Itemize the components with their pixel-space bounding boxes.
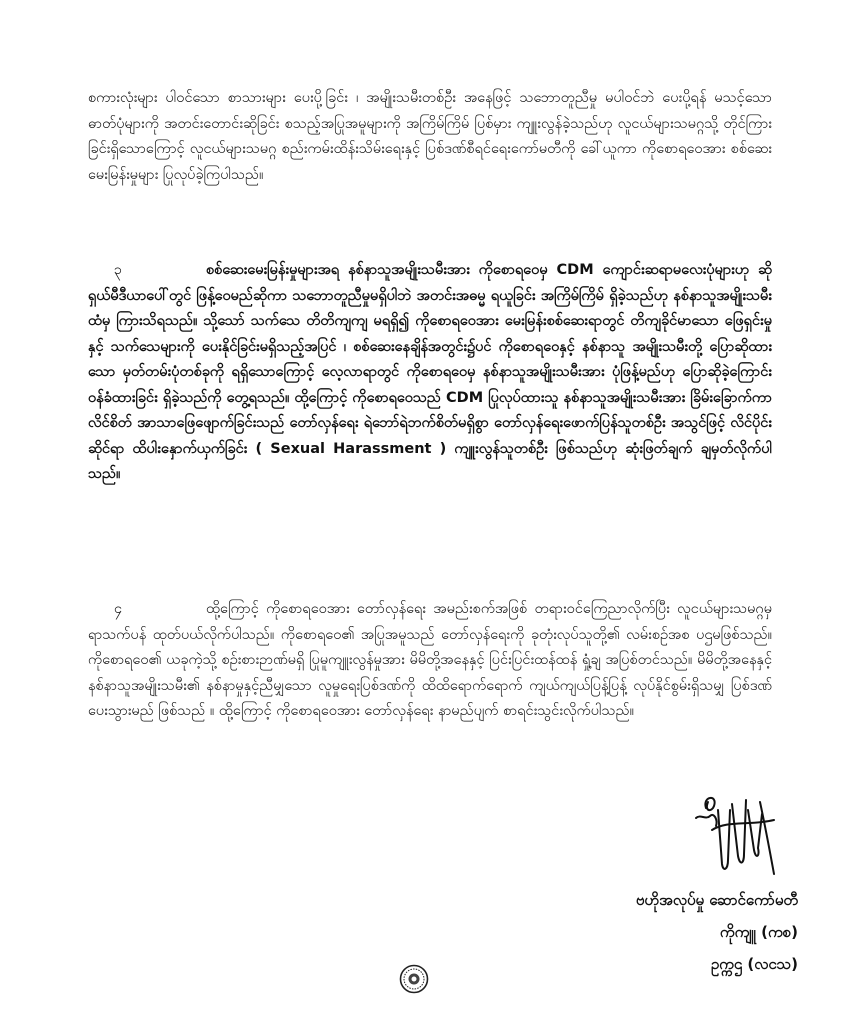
paragraph-intro: စကားလုံးများ ပါဝင်သော စာသားများ ပေးပို့ခြင်း ၊ အမျိုးသမီးတစ်ဦး အနေဖြင့် သဘောတူညီမှု မပါဝင်ဘဲ ပေးပို့ရန် မသင့်သော ဓာတ်ပုံများကို အတင်းတောင်းဆိုခြင်း စသည့်အပြုအမူများကို အကြိမ်ကြိမ် ပြစ်မှား ကျူးလွန်ခဲ့သည်ဟု လူငယ်များသမဂ္ဂသို့ တိုင်ကြားခြင်းရှိသောကြောင့် လူငယ်များသမဂ္ဂ စည်းကမ်းထိန်းသိမ်းရေးနှင့် ပြစ်ဒဏ်စီရင်ရေးကော်မတီကို ခေါ်ယူကာ ကိုစောရဝေအား စစ်ဆေး မေးမြန်းမှုများ ပြုလုပ်ခဲ့ကြပါသည်။ <box>88 90 772 183</box>
paragraph-findings <box>88 258 772 488</box>
signatory-title: ဥက္ကဌ (လငသ) <box>710 955 798 973</box>
paragraph-decision <box>88 597 772 725</box>
seal-logo <box>399 964 429 994</box>
handwritten-signature <box>688 790 788 880</box>
paragraph-number: ၄ <box>114 601 123 617</box>
signature-block <box>620 884 820 980</box>
signatory-name: ကိုကျူ (ကစ) <box>719 923 798 941</box>
committee-name: ဗဟိုအလုပ်မှု ဆောင်ကော်မတီ <box>635 891 798 909</box>
paragraph-findings-text: စစ်ဆေးမေးမြန်းမှုများအရ နစ်နာသူအမျိုးသမီးအား ကိုစောရဝေမှ CDM ကျောင်းဆရာမလေးပုံများဟု ဆိုရှယ်မီဒီယာပေါ်တွင် ဖြန့်ဝေမည်ဆိုကာ သဘောတူညီမှုမရှိပါဘဲ အတင်းအဓမ္မ ရယူခြင်း အကြိမ်ကြိမ် ရှိခဲ့သည်ဟု နစ်နာသူအမျိုးသမီးထံမှ ကြားသိရသည်။ သို့သော် သက်သေ တိတိကျကျ မရရှိ၍ ကိုစောရဝေအား မေးမြန်းစစ်ဆေးရာတွင် တိကျခိုင်မာသော ဖြေရှင်းမှုနှင့် သက်သေများကို ပေးနိုင်ခြင်းမရှိသည့်အပြင် ၊ စစ်ဆေးနေချိန်အတွင်း၌ပင် ကိုစောရဝေနှင့် နစ်နာသူ အမျိုးသမီးတို့ ပြောဆိုထားသော မှတ်တမ်းပုံတစ်ခုကို ရရှိသောကြောင့် လေ့လာရာတွင် ကိုစောရဝေမှ နစ်နာသူအမျိုးသမီးအား ပုံဖြန့်မည်ဟု ပြောဆိုခဲ့ကြောင်း ဝန်ခံထားခြင်း ရှိခဲ့သည်ကို တွေ့ရသည်။ ထို့ကြောင့် ကိုစောရဝေသည် CDM ပြုလုပ်ထားသူ နစ်နာသူအမျိုးသမီးအား ခြိမ်းခြောက်ကာ လိင်စိတ် အာသာဖြေဖျောက်ခြင်းသည် တော်လှန်ရေး ရဲဘော်ရဲဘက်စိတ်မရှိစွာ တော်လှန်ရေးဖောက်ပြန်သူတစ်ဦး အသွင်ဖြင့် လိင်ပိုင်းဆိုင်ရာ ထိပါးနှောက်ယှက်ခြင်း ( Sexual Harassment ) ကျူးလွန်သူတစ်ဦး ဖြစ်သည်ဟု ဆုံးဖြတ်ချက် ချမှတ်လိုက်ပါသည်။ <box>88 262 772 482</box>
paragraph-number: ၃ <box>114 262 123 278</box>
paragraph-decision-text: ထို့ကြောင့် ကိုစောရဝေအား တော်လှန်ရေး အမည်းစက်အဖြစ် တရားဝင်ကြေညာလိုက်ပြီး လူငယ်များသမဂ္ဂမှ ရာသက်ပန် ထုတ်ပယ်လိုက်ပါသည်။ ကိုစောရဝေ၏ အပြုအမူသည် တော်လှန်ရေးကို ခုတုံးလုပ်သူတို့၏ လမ်းစဉ်အစ ပဌမဖြစ်သည်။ ကိုစောရဝေ၏ ယခုကဲ့သို့ စဉ်းစားဉာဏ်မရှိ ပြုမူကျူးလွန်မှုအား မိမိတို့အနေနှင့် ပြင်းပြင်းထန်ထန် ရှုံ့ချ အပြစ်တင်သည်။ မိမိတို့အနေနှင့် နစ်နာသူအမျိုးသမီး၏ နစ်နာမှုနှင့်ညီမျှသော လူမှုရေးပြစ်ဒဏ်ကို ထိထိရောက်ရောက် ကျယ်ကျယ်ပြန့်ပြန့် လုပ်နိုင်စွမ်းရှိသမျှ ပြစ်ဒဏ်ပေးသွားမည် ဖြစ်သည် ။ ထို့ကြောင့် ကိုစောရဝေအား တော်လှန်ရေး နာမည်ပျက် စာရင်းသွင်းလိုက်ပါသည်။ <box>88 601 772 719</box>
